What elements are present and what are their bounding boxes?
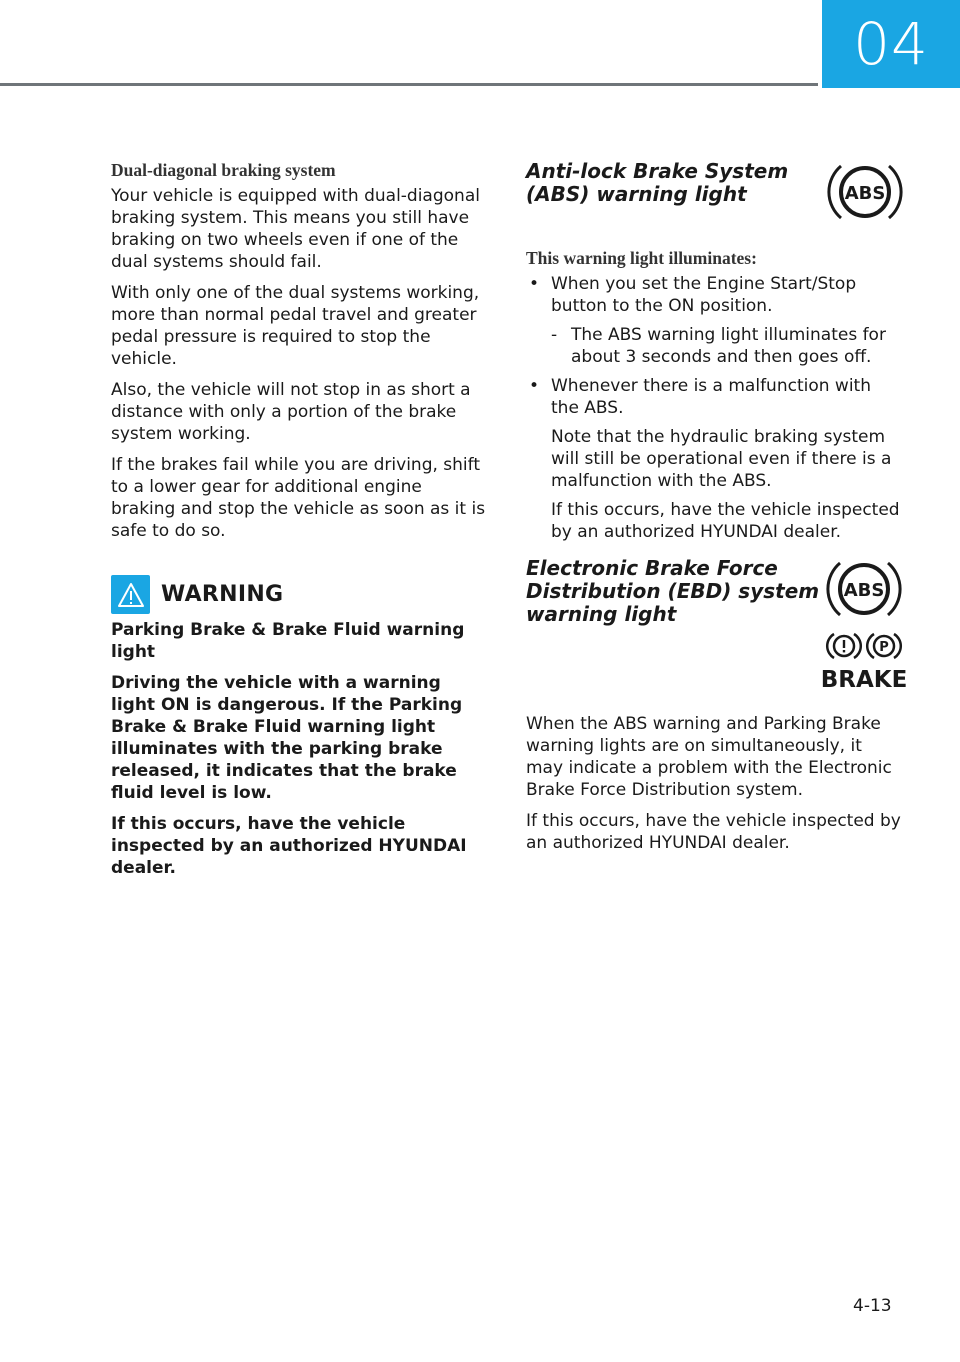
svg-text:ABS: ABS [843, 580, 885, 601]
abs-heading: Anti-lock Brake System (ABS) warning light [526, 159, 789, 206]
warning-triangle-icon [111, 575, 150, 614]
paragraph: Your vehicle is equipped with dual-diagonal braking system. This means you still have braking on two wheels even if one of the dual systems should fail. [111, 186, 480, 272]
dash-marker: - [551, 325, 558, 345]
bullet-text: Whenever there is a malfunction with the ABS. [551, 376, 871, 418]
paragraph: With only one of the dual systems working, more than normal pedal travel and greater pedal pressure is required to stop the vehicle. [111, 283, 480, 369]
abs-warning-icon [828, 160, 902, 224]
warning-paragraph: If this occurs, have the vehicle inspected by an authorized HYUNDAI dealer. [111, 814, 467, 878]
warning-paragraph: Driving the vehicle with a warning light ON is dangerous. If the Parking Brake & Brake Fluid warning light illuminates with the parking brake released, it indicates that the brake fluid level is low. [111, 673, 463, 803]
ebd-section-header [526, 556, 908, 693]
brake-warning-icon [820, 631, 908, 693]
chapter-tab: 04 [822, 0, 960, 88]
bullet-note: Note that the hydraulic braking system will still be operational even if there is a malfunction with the ABS. [551, 427, 892, 491]
abs-warning-icon [827, 557, 901, 621]
abs-bullet-list [526, 273, 902, 543]
ebd-heading: Electronic Brake Force Distribution (EBD) system warning light [526, 556, 820, 626]
warning-box [111, 575, 487, 879]
bullet-note: If this occurs, have the vehicle inspected by an authorized HYUNDAI dealer. [551, 500, 900, 542]
list-item [526, 375, 902, 543]
ebd-text [526, 713, 902, 854]
paragraph: When the ABS warning and Parking Brake warning lights are on simultaneously, it may indicate a problem with the Electronic Brake Force Distribution system. [526, 714, 892, 800]
list-item [526, 273, 902, 368]
warning-subtitle: Parking Brake & Brake Fluid warning light [111, 620, 465, 662]
abs-section-header [526, 160, 902, 224]
svg-text:BRAKE: BRAKE [820, 667, 908, 693]
sub-list-item [551, 324, 902, 368]
bullet-text: When you set the Engine Start/Stop button to the ON position. [551, 274, 857, 316]
paragraph: If the brakes fail while you are driving, shift to a lower gear for additional engine braking and stop the vehicle as soon as it is safe to do so. [111, 455, 486, 541]
warning-title: WARNING [161, 582, 284, 607]
svg-text:ABS: ABS [844, 183, 886, 204]
left-column [111, 160, 487, 888]
warning-header [111, 575, 487, 614]
paragraph: If this occurs, have the vehicle inspected by an authorized HYUNDAI dealer. [526, 811, 901, 853]
illuminates-label: This warning light illuminates: [526, 248, 757, 268]
section-heading: Dual-diagonal braking system [111, 160, 336, 180]
sub-item-text: The ABS warning light illuminates for about 3 seconds and then goes off. [571, 325, 886, 367]
header-rule [0, 83, 818, 86]
paragraph: Also, the vehicle will not stop in as short a distance with only a portion of the brake system working. [111, 380, 471, 444]
svg-text:P: P [879, 640, 889, 655]
bullet-dot: • [529, 376, 540, 396]
ebd-icons [820, 557, 908, 693]
bullet-dot: • [529, 274, 540, 294]
page-number: 4-13 [853, 1296, 892, 1316]
right-column [526, 159, 908, 863]
